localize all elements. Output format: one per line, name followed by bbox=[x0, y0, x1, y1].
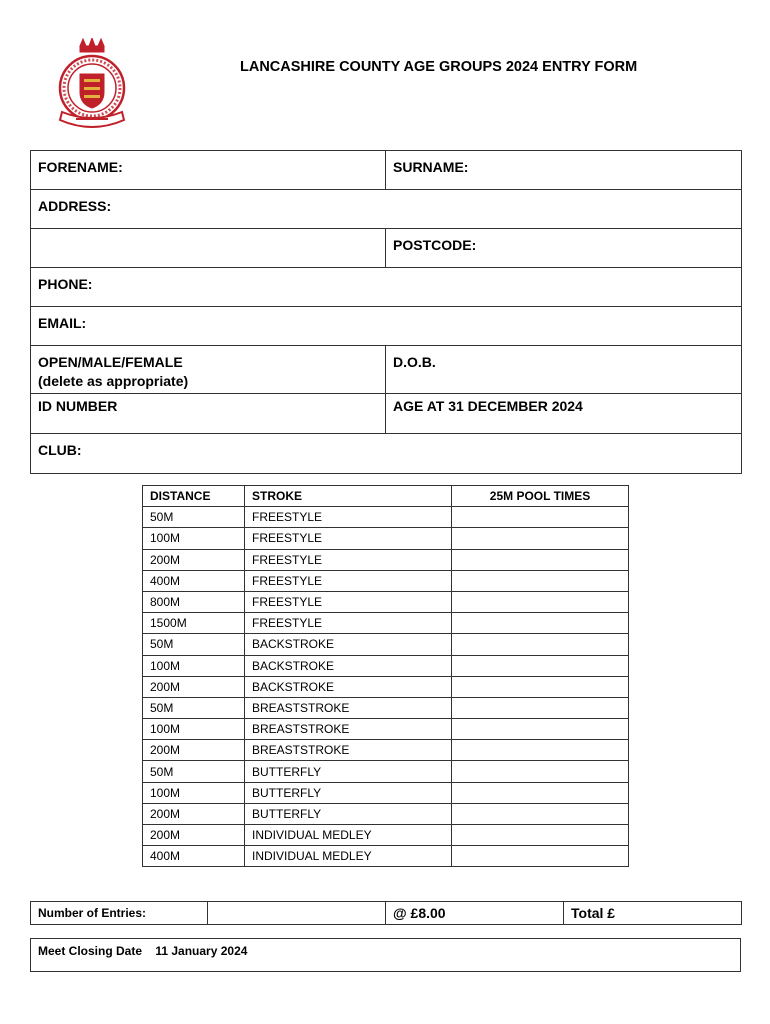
stroke-header: STROKE bbox=[245, 486, 452, 507]
event-time-field[interactable] bbox=[452, 676, 629, 697]
entries-count-field[interactable] bbox=[208, 902, 386, 925]
event-row bbox=[143, 740, 629, 761]
phone-field[interactable] bbox=[31, 268, 742, 307]
forename-label: FORENAME: bbox=[38, 159, 123, 175]
event-stroke: FREESTYLE bbox=[245, 613, 452, 634]
event-distance: 50M bbox=[143, 761, 245, 782]
id-number-field[interactable] bbox=[31, 394, 386, 434]
gender-label: OPEN/MALE/FEMALE bbox=[38, 354, 183, 370]
event-time-field[interactable] bbox=[452, 591, 629, 612]
total-field[interactable]: Total £ bbox=[564, 902, 742, 925]
event-distance: 50M bbox=[143, 507, 245, 528]
event-time-field[interactable] bbox=[452, 719, 629, 740]
event-time-field[interactable] bbox=[452, 507, 629, 528]
event-row bbox=[143, 803, 629, 824]
event-stroke: BACKSTROKE bbox=[245, 676, 452, 697]
event-distance: 100M bbox=[143, 655, 245, 676]
event-time-field[interactable] bbox=[452, 846, 629, 867]
event-distance: 800M bbox=[143, 591, 245, 612]
event-stroke: BACKSTROKE bbox=[245, 634, 452, 655]
dob-label: D.O.B. bbox=[393, 354, 436, 370]
event-row bbox=[143, 549, 629, 570]
event-distance: 200M bbox=[143, 803, 245, 824]
event-row bbox=[143, 528, 629, 549]
entrant-details-table bbox=[30, 150, 742, 474]
page-title: LANCASHIRE COUNTY AGE GROUPS 2024 ENTRY FORM bbox=[240, 59, 638, 75]
surname-field[interactable] bbox=[386, 151, 742, 190]
event-stroke: FREESTYLE bbox=[245, 549, 452, 570]
event-distance: 100M bbox=[143, 528, 245, 549]
address-field[interactable] bbox=[31, 190, 742, 229]
club-field[interactable] bbox=[31, 434, 742, 474]
event-row bbox=[143, 719, 629, 740]
event-row bbox=[143, 846, 629, 867]
event-time-field[interactable] bbox=[452, 634, 629, 655]
event-distance: 1500M bbox=[143, 613, 245, 634]
address-line-2-field[interactable] bbox=[31, 229, 386, 268]
event-row bbox=[143, 634, 629, 655]
closing-date-box bbox=[30, 938, 741, 972]
event-row bbox=[143, 570, 629, 591]
event-distance: 200M bbox=[143, 549, 245, 570]
price-label: @ £8.00 bbox=[386, 902, 564, 925]
event-stroke: BREASTSTROKE bbox=[245, 740, 452, 761]
age-field[interactable] bbox=[386, 394, 742, 434]
event-stroke: FREESTYLE bbox=[245, 528, 452, 549]
events-table bbox=[142, 485, 629, 867]
event-row bbox=[143, 761, 629, 782]
dob-field[interactable] bbox=[386, 346, 742, 394]
event-distance: 100M bbox=[143, 782, 245, 803]
event-time-field[interactable] bbox=[452, 549, 629, 570]
event-time-field[interactable] bbox=[452, 803, 629, 824]
event-distance: 100M bbox=[143, 719, 245, 740]
event-row bbox=[143, 591, 629, 612]
event-stroke: FREESTYLE bbox=[245, 507, 452, 528]
event-stroke: FREESTYLE bbox=[245, 591, 452, 612]
pool-times-header: 25M POOL TIMES bbox=[452, 486, 629, 507]
event-row bbox=[143, 655, 629, 676]
event-stroke: INDIVIDUAL MEDLEY bbox=[245, 825, 452, 846]
email-field[interactable] bbox=[31, 307, 742, 346]
event-distance: 200M bbox=[143, 676, 245, 697]
event-row bbox=[143, 613, 629, 634]
event-time-field[interactable] bbox=[452, 570, 629, 591]
event-stroke: BACKSTROKE bbox=[245, 655, 452, 676]
county-logo bbox=[50, 38, 134, 134]
event-distance: 200M bbox=[143, 825, 245, 846]
event-time-field[interactable] bbox=[452, 655, 629, 676]
event-distance: 400M bbox=[143, 570, 245, 591]
event-stroke: FREESTYLE bbox=[245, 570, 452, 591]
event-time-field[interactable] bbox=[452, 825, 629, 846]
event-stroke: BUTTERFLY bbox=[245, 803, 452, 824]
event-distance: 400M bbox=[143, 846, 245, 867]
closing-date-label: Meet Closing Date bbox=[38, 944, 143, 958]
event-row bbox=[143, 507, 629, 528]
event-distance: 50M bbox=[143, 697, 245, 718]
postcode-label: POSTCODE: bbox=[393, 237, 477, 253]
event-row bbox=[143, 825, 629, 846]
forename-field[interactable] bbox=[31, 151, 386, 190]
event-stroke: BUTTERFLY bbox=[245, 761, 452, 782]
id-number-label: ID NUMBER bbox=[38, 398, 118, 414]
email-label: EMAIL: bbox=[38, 315, 87, 331]
event-row bbox=[143, 782, 629, 803]
event-distance: 200M bbox=[143, 740, 245, 761]
surname-label: SURNAME: bbox=[393, 159, 469, 175]
event-time-field[interactable] bbox=[452, 740, 629, 761]
event-time-field[interactable] bbox=[452, 528, 629, 549]
event-row bbox=[143, 697, 629, 718]
postcode-field[interactable] bbox=[386, 229, 742, 268]
fees-table bbox=[30, 901, 742, 925]
phone-label: PHONE: bbox=[38, 276, 93, 292]
event-time-field[interactable] bbox=[452, 761, 629, 782]
address-label: ADDRESS: bbox=[38, 198, 112, 214]
event-stroke: INDIVIDUAL MEDLEY bbox=[245, 846, 452, 867]
event-distance: 50M bbox=[143, 634, 245, 655]
age-label: AGE AT 31 DECEMBER 2024 bbox=[393, 398, 583, 414]
event-time-field[interactable] bbox=[452, 697, 629, 718]
entries-label: Number of Entries: bbox=[31, 902, 208, 925]
club-label: CLUB: bbox=[38, 442, 82, 458]
event-stroke: BREASTSTROKE bbox=[245, 697, 452, 718]
event-stroke: BUTTERFLY bbox=[245, 782, 452, 803]
gender-note: (delete as appropriate) bbox=[38, 373, 189, 389]
gender-field[interactable] bbox=[31, 346, 386, 394]
distance-header: DISTANCE bbox=[143, 486, 245, 507]
event-stroke: BREASTSTROKE bbox=[245, 719, 452, 740]
event-time-field[interactable] bbox=[452, 613, 629, 634]
event-time-field[interactable] bbox=[452, 782, 629, 803]
closing-date-value: 11 January 2024 bbox=[155, 944, 248, 958]
event-row bbox=[143, 676, 629, 697]
logo-crest-icon bbox=[50, 38, 134, 134]
